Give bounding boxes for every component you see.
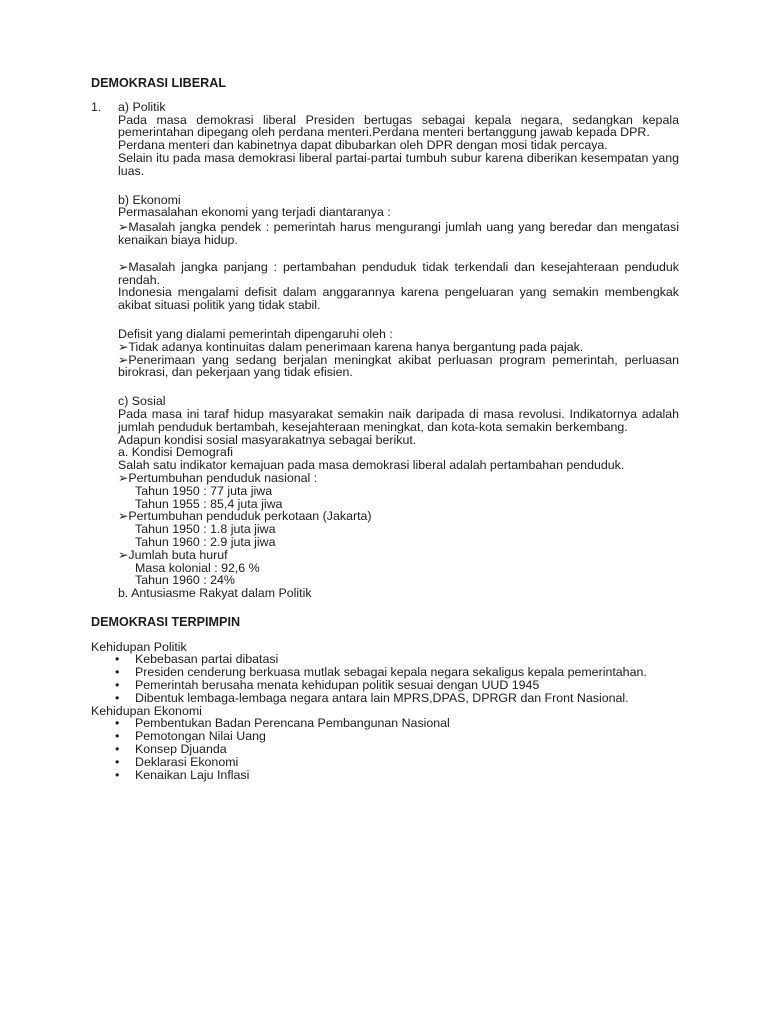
sosial-paragraph-1: Pada masa ini taraf hidup masyarakat semakin naik daripada di masa revolusi. Indikatornya adalah jumlah penduduk bertambah, kesejahteraan meningkat, dan kota-kota semakin berkembang. <box>118 406 679 434</box>
buta-huruf-1960: Tahun 1960 : 24% <box>135 573 235 588</box>
kondisi-demografi-text: Salah satu indikator kemajuan pada masa demokrasi liberal adalah pertambahan penduduk. <box>118 458 625 473</box>
ekonomi-item-short-term: ➢Masalah jangka pendek : pemerintah harus mengurangi jumlah uang yang beredar dan mengatasi kenaikan biaya hidup. <box>118 220 679 247</box>
list-item: • Pembentukan Badan Perencana Pembangunan Nasional <box>91 717 679 730</box>
list-item: • Pemerintah berusaha menata kehidupan politik sesuai dengan UUD 1945 <box>91 679 679 692</box>
list-item: • Presiden cenderung berkuasa mutlak sebagai kepala negara sekaligus kepala pemerintahan. <box>91 666 679 679</box>
heading-demokrasi-terpimpin: DEMOKRASI TERPIMPIN <box>91 614 241 629</box>
list-item: • Kenaikan Laju Inflasi <box>91 769 679 782</box>
ekonomi-item-long-term: ➢Masalah jangka panjang : pertambahan penduduk tidak terkendali dan kesejahteraan penduduk rendah. <box>118 259 679 287</box>
kehidupan-ekonomi-title: Kehidupan Ekonomi <box>91 703 202 718</box>
sosial-paragraph-2: Adapun kondisi sosial masyarakatnya sebagai berikut. <box>118 432 417 447</box>
document-body <box>91 77 679 781</box>
defisit-item-2: ➢Penerimaan yang sedang berjalan meningkat akibat perluasan program pemerintah, perluasan birokrasi, dan pekerjaan yang tidak efisien. <box>118 352 679 380</box>
list-item: • Kebebasan partai dibatasi <box>91 653 679 666</box>
perkotaan-1960: Tahun 1960 : 2.9 juta jiwa <box>135 534 276 549</box>
nasional-1950: Tahun 1950 : 77 juta jiwa <box>135 483 273 498</box>
ekonomi-title: b) Ekonomi <box>118 192 181 207</box>
kondisi-demografi: a. Kondisi Demografi <box>118 445 234 460</box>
ekonomi-intro: Permasalahan ekonomi yang terjadi diantaranya : <box>118 205 391 220</box>
list-item: • Deklarasi Ekonomi <box>91 756 679 769</box>
kehidupan-politik-title: Kehidupan Politik <box>91 639 187 654</box>
politik-paragraph-1: Pada masa demokrasi liberal Presiden bertugas sebagai kepala negara, sedangkan kepala pemerintahan dipegang oleh perdana menteri.Perdana menteri bertanggung jawab kepada DPR. <box>118 112 679 140</box>
section-1 <box>91 101 679 600</box>
list-item: • Konsep Djuanda <box>91 743 679 756</box>
perkotaan-1950: Tahun 1950 : 1.8 juta jiwa <box>135 522 276 537</box>
defisit-intro: Defisit yang dialami pemerintah dipengaruhi oleh : <box>118 326 393 341</box>
section-1-body <box>91 101 679 600</box>
buta-huruf: ➢Jumlah buta huruf <box>118 547 228 562</box>
list-item: • Dibentuk lembaga-lembaga negara antara lain MPRS,DPAS, DPRGR dan Front Nasional. <box>91 692 679 705</box>
kehidupan-politik-list <box>91 653 679 704</box>
list-item: • Pemotongan Nilai Uang <box>91 730 679 743</box>
pertumbuhan-perkotaan: ➢Pertumbuhan penduduk perkotaan (Jakarta) <box>118 509 372 524</box>
buta-huruf-kolonial: Masa kolonial : 92,6 % <box>135 560 260 575</box>
politik-paragraph-3: Selain itu pada masa demokrasi liberal partai-partai tumbuh subur karena diberikan kesempatan yang luas. <box>118 150 679 178</box>
ekonomi-defisit-paragraph: Indonesia mengalami defisit dalam anggarannya karena pengeluaran yang semakin membengkak akibat situasi politik yang tidak stabil. <box>118 285 679 313</box>
nasional-1955: Tahun 1955 : 85,4 juta jiwa <box>135 496 283 511</box>
defisit-item-1: ➢Tidak adanya kontinuitas dalam penerimaan karena hanya bergantung pada pajak. <box>118 339 584 354</box>
antusiasme-rakyat: b. Antusiasme Rakyat dalam Politik <box>118 586 312 601</box>
list-number: 1. <box>91 99 102 114</box>
kehidupan-ekonomi-list <box>91 717 679 781</box>
pertumbuhan-nasional: ➢Pertumbuhan penduduk nasional : <box>118 470 318 485</box>
politik-title: a) Politik <box>118 99 166 114</box>
heading-demokrasi-liberal: DEMOKRASI LIBERAL <box>91 76 227 90</box>
sosial-title: c) Sosial <box>118 394 166 409</box>
politik-paragraph-2: Perdana menteri dan kabinetnya dapat dibubarkan oleh DPR dengan mosi tidak percaya. <box>118 138 608 153</box>
